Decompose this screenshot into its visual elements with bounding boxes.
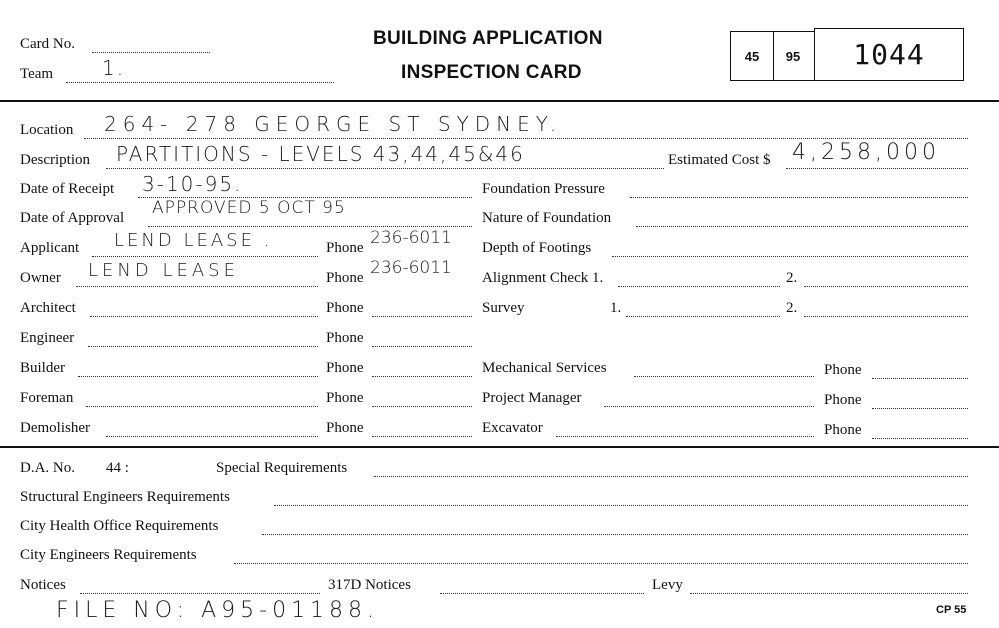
location-value: 264- 278 GEORGE ST SYDNEY.	[104, 112, 563, 136]
architect-phone-line	[372, 316, 472, 317]
survey-1-label: 1.	[610, 300, 622, 316]
builder-phone-line	[372, 376, 472, 377]
demolisher-label: Demolisher	[20, 420, 90, 436]
levy-label: Levy	[652, 577, 683, 593]
architect-label: Architect	[20, 300, 76, 316]
architect-line	[90, 316, 318, 317]
file-number: FILE NO: A95-01188.	[56, 598, 380, 623]
notices-317d-label: 317D Notices	[328, 577, 411, 593]
foundation-pressure-label: Foundation Pressure	[482, 181, 605, 197]
health-line	[262, 534, 968, 535]
code-box-2	[772, 31, 815, 81]
owner-value: LEND LEASE	[88, 260, 239, 281]
project-manager-line	[604, 406, 814, 407]
nature-foundation-label: Nature of Foundation	[482, 210, 612, 226]
card-number: 1044	[853, 38, 925, 71]
mechanical-phone-line	[872, 378, 968, 379]
special-requirements-line	[374, 476, 968, 477]
top-divider	[0, 100, 999, 102]
notices-label: Notices	[20, 577, 66, 593]
project-manager-phone-line	[872, 408, 968, 409]
estimated-cost-line	[786, 168, 968, 169]
foreman-phone-label: Phone	[326, 390, 364, 406]
applicant-value: LEND LEASE .	[114, 230, 273, 251]
excavator-line	[556, 436, 814, 437]
applicant-label: Applicant	[20, 240, 80, 256]
engineer-phone-label: Phone	[326, 330, 364, 346]
engineer-phone-line	[372, 346, 472, 347]
special-requirements-label: Special Requirements	[216, 460, 348, 476]
alignment-line-1	[618, 286, 780, 287]
project-manager-label: Project Manager	[482, 390, 582, 406]
estimated-cost-value: 4,258,000	[792, 140, 940, 165]
form-code: CP 55	[936, 604, 967, 616]
mechanical-label: Mechanical Services	[482, 360, 607, 376]
title-line-1: BUILDING APPLICATION	[373, 28, 603, 49]
foreman-phone-line	[372, 406, 472, 407]
foundation-pressure-line	[630, 197, 968, 198]
owner-phone: 236-6011	[370, 258, 452, 278]
builder-label: Builder	[20, 360, 65, 376]
code-2: 95	[785, 48, 801, 64]
city-engineers-label: City Engineers Requirements	[20, 547, 197, 563]
mechanical-phone-label: Phone	[824, 362, 862, 378]
foreman-label: Foreman	[20, 390, 74, 406]
foreman-line	[86, 406, 318, 407]
city-engineers-line	[234, 563, 968, 564]
alignment-2-label: 2.	[786, 270, 798, 286]
card-no-label: Card No.	[20, 36, 75, 52]
description-label: Description	[20, 152, 90, 168]
code-1: 45	[744, 48, 760, 64]
structural-label: Structural Engineers Requirements	[20, 489, 230, 505]
survey-line-2	[804, 316, 968, 317]
code-box-1	[730, 31, 774, 81]
alignment-line-2	[804, 286, 968, 287]
engineer-label: Engineer	[20, 330, 75, 346]
alignment-check-label: Alignment Check 1.	[482, 270, 604, 286]
project-manager-phone-label: Phone	[824, 392, 862, 408]
date-receipt-value: 3-10-95.	[142, 172, 243, 196]
excavator-phone-label: Phone	[824, 422, 862, 438]
notices-line	[80, 593, 320, 594]
survey-label: Survey	[482, 300, 525, 316]
applicant-line	[92, 256, 318, 257]
builder-phone-label: Phone	[326, 360, 364, 376]
demolisher-phone-line	[372, 436, 472, 437]
depth-footings-label: Depth of Footings	[482, 240, 592, 256]
date-approval-value: APPROVED 5 OCT 95	[152, 198, 346, 218]
description-line	[106, 168, 664, 169]
date-approval-line	[148, 226, 472, 227]
health-label: City Health Office Requirements	[20, 518, 219, 534]
demolisher-line	[106, 436, 318, 437]
owner-label: Owner	[20, 270, 61, 286]
da-no-value: 44 :	[106, 460, 129, 476]
depth-footings-line	[612, 256, 968, 257]
team-value: 1.	[102, 56, 126, 80]
applicant-phone-label: Phone	[326, 240, 364, 256]
card-number-box	[814, 28, 964, 81]
demolisher-phone-label: Phone	[326, 420, 364, 436]
location-label: Location	[20, 122, 74, 138]
location-line	[84, 138, 968, 139]
middle-divider	[0, 446, 999, 448]
owner-phone-label: Phone	[326, 270, 364, 286]
builder-line	[78, 376, 318, 377]
owner-line	[76, 286, 318, 287]
team-label: Team	[20, 66, 54, 82]
description-value: PARTITIONS - LEVELS 43,44,45&46	[116, 142, 525, 166]
date-receipt-label: Date of Receipt	[20, 181, 115, 197]
estimated-cost-label: Estimated Cost $	[668, 152, 771, 168]
title-line-2: INSPECTION CARD	[401, 62, 582, 83]
levy-line	[690, 593, 968, 594]
team-line	[66, 82, 334, 83]
da-no-label: D.A. No.	[20, 460, 75, 476]
architect-phone-label: Phone	[326, 300, 364, 316]
excavator-label: Excavator	[482, 420, 543, 436]
excavator-phone-line	[872, 438, 968, 439]
card-no-line	[92, 52, 210, 53]
structural-line	[274, 505, 968, 506]
survey-line-1	[626, 316, 780, 317]
date-approval-label: Date of Approval	[20, 210, 125, 226]
applicant-phone: 236-6011	[370, 228, 452, 248]
survey-2-label: 2.	[786, 300, 798, 316]
notices-317d-line	[440, 593, 644, 594]
nature-foundation-line	[636, 226, 968, 227]
mechanical-line	[634, 376, 814, 377]
engineer-line	[88, 346, 318, 347]
